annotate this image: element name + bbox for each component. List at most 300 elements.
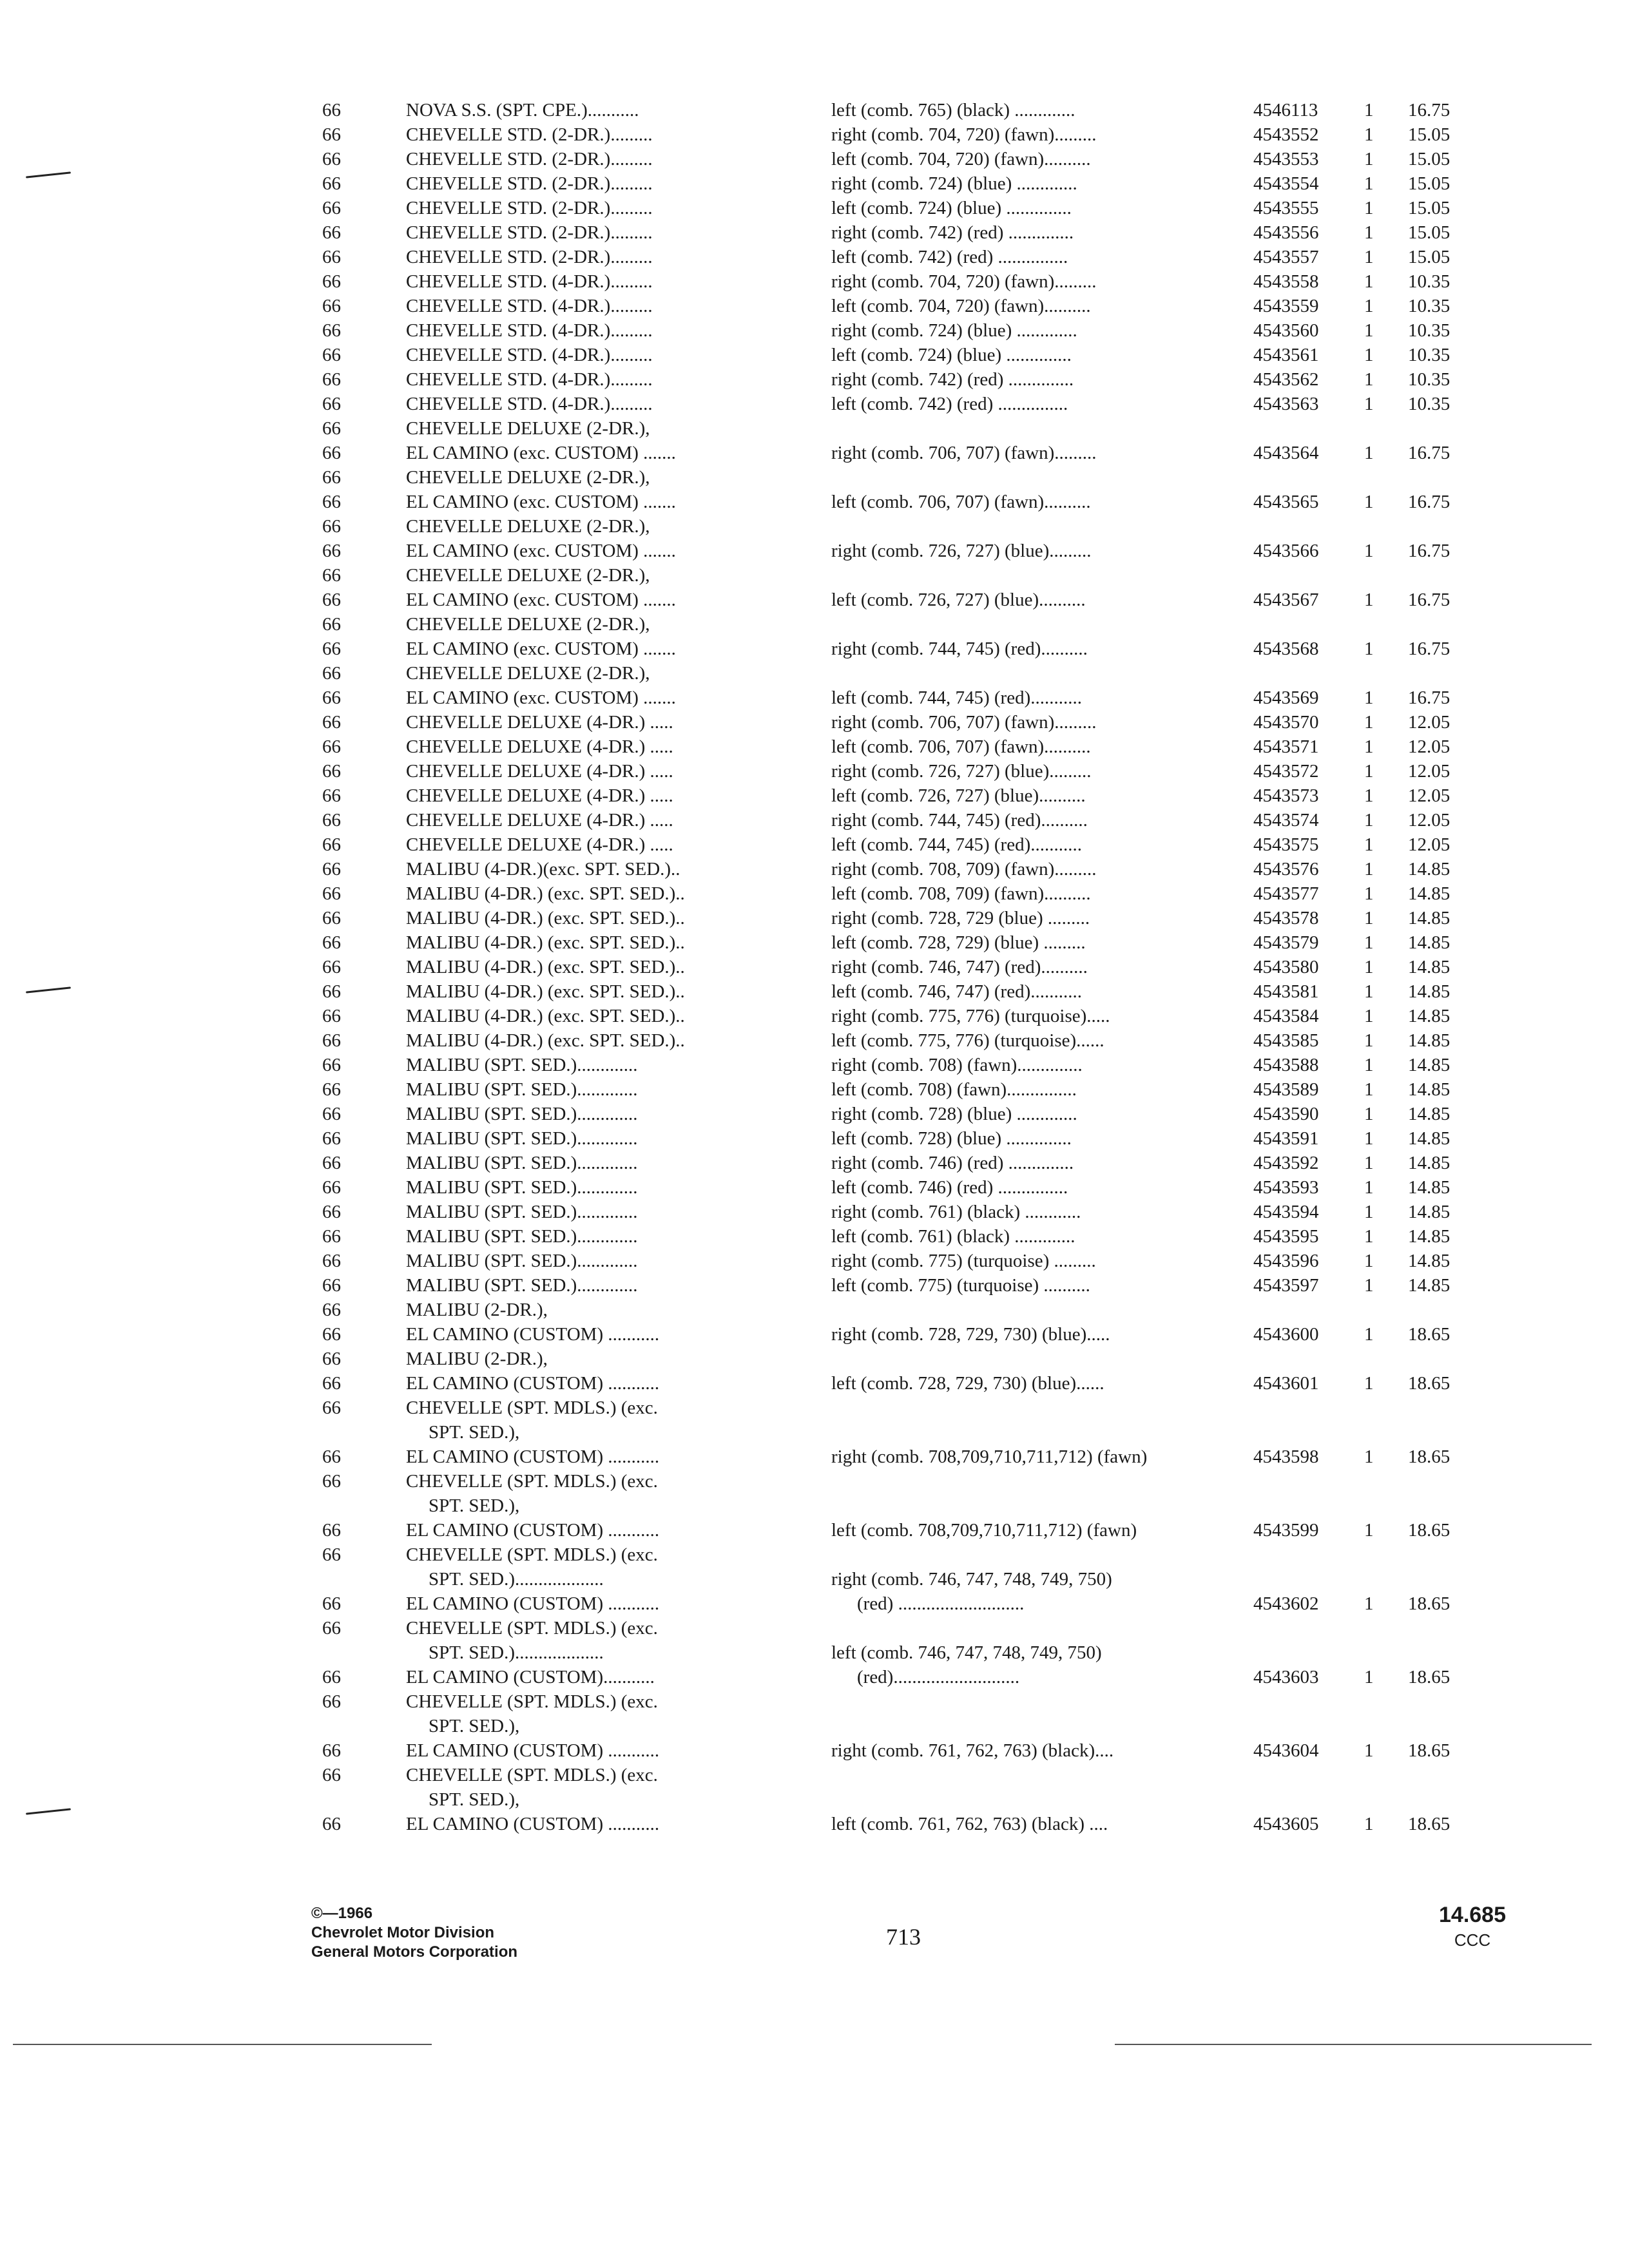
trim-description: left (comb. 704, 720) (fawn).......... [831, 149, 1091, 169]
parts-entry [322, 1053, 1501, 1077]
part-number: 4543595 [1253, 1226, 1319, 1247]
list-price: 10.35 [1408, 296, 1451, 316]
table-row [322, 979, 1501, 1004]
trim-description: left (comb. 765) (black) ............. [831, 100, 1075, 120]
part-number: 4543580 [1253, 957, 1319, 977]
model-name: MALIBU (SPT. SED.)............. [406, 1275, 638, 1296]
quantity: 1 [1364, 1275, 1374, 1296]
quantity: 1 [1364, 1520, 1374, 1541]
part-number: 4543602 [1253, 1593, 1319, 1614]
list-price: 14.85 [1408, 908, 1451, 928]
table-row [322, 1249, 1501, 1273]
trim-description: left (comb. 708) (fawn)............... [831, 1079, 1077, 1100]
quantity: 1 [1364, 394, 1374, 414]
model-name: MALIBU (SPT. SED.)............. [406, 1202, 638, 1222]
quantity: 1 [1364, 1202, 1374, 1222]
model-year: 66 [322, 1300, 341, 1320]
trim-description: right (comb. 744, 745) (red).......... [831, 639, 1088, 659]
table-row [322, 930, 1501, 955]
table-row [322, 98, 1501, 122]
parts-entry [322, 343, 1501, 367]
part-number: 4543600 [1253, 1324, 1319, 1345]
table-row [322, 1542, 1501, 1567]
table-row [322, 1077, 1501, 1102]
list-price: 12.05 [1408, 736, 1451, 757]
model-year: 66 [322, 1520, 341, 1541]
parts-entry [322, 979, 1501, 1004]
model-year: 66 [322, 516, 341, 537]
part-number: 4543581 [1253, 981, 1319, 1002]
list-price: 14.85 [1408, 1055, 1451, 1075]
parts-entry [322, 1102, 1501, 1126]
parts-entry [322, 612, 1501, 661]
model-name: CHEVELLE (SPT. MDLS.) (exc. [406, 1544, 658, 1565]
parts-entry [322, 1347, 1501, 1396]
model-year: 66 [322, 1275, 341, 1296]
model-year: 66 [322, 1544, 341, 1565]
model-name: CHEVELLE DELUXE (4-DR.) ..... [406, 810, 673, 831]
trim-description: left (comb. 726, 727) (blue).......... [831, 785, 1086, 806]
list-price: 16.75 [1408, 639, 1451, 659]
table-row [322, 269, 1501, 294]
trim-description: right (comb. 744, 745) (red).......... [831, 810, 1088, 831]
part-number: 4543564 [1253, 443, 1319, 463]
list-price: 16.75 [1408, 443, 1451, 463]
model-year: 66 [322, 712, 341, 733]
list-price: 14.85 [1408, 1202, 1451, 1222]
table-row [322, 294, 1501, 318]
part-number: 4543575 [1253, 834, 1319, 855]
model-name: NOVA S.S. (SPT. CPE.)........... [406, 100, 639, 120]
table-row [322, 1224, 1501, 1249]
trim-description: right (comb. 742) (red) .............. [831, 369, 1074, 390]
table-row [322, 1126, 1501, 1151]
model-year: 66 [322, 957, 341, 977]
trim-description: right (comb. 708) (fawn).............. [831, 1055, 1083, 1075]
model-name: CHEVELLE (SPT. MDLS.) (exc. [406, 1765, 658, 1785]
part-number: 4543559 [1253, 296, 1319, 316]
part-number: 4543562 [1253, 369, 1319, 390]
quantity: 1 [1364, 443, 1374, 463]
section-reference [1437, 1901, 1508, 1951]
table-row [322, 392, 1501, 416]
table-row [322, 661, 1501, 686]
trim-description: right (comb. 746) (red) .............. [831, 1153, 1074, 1173]
list-price: 14.85 [1408, 957, 1451, 977]
model-year: 66 [322, 467, 341, 488]
parts-entry [322, 710, 1501, 735]
table-row [322, 1812, 1501, 1836]
model-name: CHEVELLE DELUXE (2-DR.), [406, 418, 650, 439]
model-name: EL CAMINO (CUSTOM)........... [406, 1667, 655, 1687]
part-number: 4543596 [1253, 1251, 1319, 1271]
trim-description: left (comb. 746) (red) ............... [831, 1177, 1068, 1198]
model-name: MALIBU (SPT. SED.)............. [406, 1128, 638, 1149]
part-number: 4543604 [1253, 1740, 1319, 1761]
model-name: MALIBU (SPT. SED.)............. [406, 1104, 638, 1124]
model-name: CHEVELLE (SPT. MDLS.) (exc. [406, 1398, 658, 1418]
model-year: 66 [322, 1349, 341, 1369]
trim-description: right (comb. 761) (black) ............ [831, 1202, 1081, 1222]
model-year: 66 [322, 590, 341, 610]
model-year: 66 [322, 492, 341, 512]
part-number: 4543590 [1253, 1104, 1319, 1124]
list-price: 14.85 [1408, 1030, 1451, 1051]
parts-entry [322, 367, 1501, 392]
quantity: 1 [1364, 932, 1374, 953]
trim-description: (red)........................... [857, 1667, 1020, 1687]
model-name: EL CAMINO (CUSTOM) ........... [406, 1373, 660, 1394]
parts-entry [322, 392, 1501, 416]
part-number: 4543554 [1253, 173, 1319, 194]
model-year: 66 [322, 124, 341, 145]
model-year: 66 [322, 687, 341, 708]
model-name: CHEVELLE STD. (4-DR.)......... [406, 296, 653, 316]
parts-entry [322, 1151, 1501, 1175]
trim-description: (red) ........................... [857, 1593, 1025, 1614]
quantity: 1 [1364, 736, 1374, 757]
quantity: 1 [1364, 639, 1374, 659]
model-name: CHEVELLE DELUXE (4-DR.) ..... [406, 736, 673, 757]
list-price: 10.35 [1408, 369, 1451, 390]
part-number: 4543570 [1253, 712, 1319, 733]
quantity: 1 [1364, 247, 1374, 267]
trim-description: right (comb. 704, 720) (fawn)......... [831, 124, 1097, 145]
model-year: 66 [322, 981, 341, 1002]
model-year: 66 [322, 1104, 341, 1124]
model-name: MALIBU (SPT. SED.)............. [406, 1251, 638, 1271]
trim-description: right (comb. 708, 709) (fawn)......... [831, 859, 1097, 879]
quantity: 1 [1364, 541, 1374, 561]
list-price: 14.85 [1408, 1079, 1451, 1100]
model-name: EL CAMINO (exc. CUSTOM) ....... [406, 443, 676, 463]
list-price: 18.65 [1408, 1667, 1451, 1687]
model-year: 66 [322, 247, 341, 267]
parts-entry [322, 1028, 1501, 1053]
model-name: MALIBU (4-DR.) (exc. SPT. SED.).. [406, 908, 685, 928]
list-price: 18.65 [1408, 1740, 1451, 1761]
table-row [322, 1347, 1501, 1371]
quantity: 1 [1364, 1006, 1374, 1026]
part-number: 4543601 [1253, 1373, 1319, 1394]
list-price: 18.65 [1408, 1814, 1451, 1834]
model-year: 66 [322, 443, 341, 463]
model-name: SPT. SED.), [429, 1495, 520, 1516]
parts-entry [322, 269, 1501, 294]
model-name: CHEVELLE (SPT. MDLS.) (exc. [406, 1691, 658, 1712]
quantity: 1 [1364, 785, 1374, 806]
trim-description: right (comb. 746, 747) (red).......... [831, 957, 1088, 977]
table-row [322, 637, 1501, 661]
parts-entry [322, 1273, 1501, 1298]
quantity: 1 [1364, 369, 1374, 390]
parts-entry [322, 1249, 1501, 1273]
model-name: MALIBU (2-DR.), [406, 1300, 548, 1320]
trim-description: right (comb. 746, 747, 748, 749, 750) [831, 1569, 1112, 1590]
model-name: SPT. SED.), [429, 1789, 520, 1810]
table-row [322, 612, 1501, 637]
part-number: 4543555 [1253, 198, 1319, 218]
part-number: 4543560 [1253, 320, 1319, 341]
list-price: 12.05 [1408, 834, 1451, 855]
parts-entry [322, 196, 1501, 220]
parts-entry [322, 783, 1501, 808]
part-number: 4543605 [1253, 1814, 1319, 1834]
quantity: 1 [1364, 222, 1374, 243]
quantity: 1 [1364, 1593, 1374, 1614]
list-price: 14.85 [1408, 1104, 1451, 1124]
parts-entry [322, 906, 1501, 930]
quantity: 1 [1364, 345, 1374, 365]
table-row [322, 735, 1501, 759]
model-year: 66 [322, 271, 341, 292]
parts-entry [322, 465, 1501, 514]
table-row [322, 1420, 1501, 1445]
quantity: 1 [1364, 198, 1374, 218]
trim-description: right (comb. 726, 727) (blue)......... [831, 541, 1092, 561]
list-price: 14.85 [1408, 1128, 1451, 1149]
table-row [322, 881, 1501, 906]
list-price: 10.35 [1408, 345, 1451, 365]
list-price: 15.05 [1408, 149, 1451, 169]
model-year: 66 [322, 1324, 341, 1345]
table-row [322, 539, 1501, 563]
table-row [322, 1714, 1501, 1738]
model-name: CHEVELLE DELUXE (4-DR.) ..... [406, 712, 673, 733]
model-year: 66 [322, 565, 341, 586]
model-name: MALIBU (SPT. SED.)............. [406, 1055, 638, 1075]
model-name: SPT. SED.)................... [429, 1642, 604, 1663]
table-row [322, 906, 1501, 930]
model-name: CHEVELLE DELUXE (2-DR.), [406, 565, 650, 586]
table-row [322, 122, 1501, 147]
parts-entry [322, 171, 1501, 196]
section-number: 14.685 [1439, 1903, 1506, 1927]
quantity: 1 [1364, 173, 1374, 194]
list-price: 16.75 [1408, 687, 1451, 708]
trim-description: left (comb. 746, 747) (red)........... [831, 981, 1082, 1002]
model-name: MALIBU (2-DR.), [406, 1349, 548, 1369]
quantity: 1 [1364, 1079, 1374, 1100]
trim-description: left (comb. 724) (blue) .............. [831, 198, 1072, 218]
trim-description: left (comb. 775) (turquoise) .......... [831, 1275, 1090, 1296]
model-name: CHEVELLE STD. (2-DR.)......... [406, 173, 653, 194]
table-row [322, 367, 1501, 392]
trim-description: right (comb. 706, 707) (fawn)......... [831, 443, 1097, 463]
quantity: 1 [1364, 1373, 1374, 1394]
table-row [322, 416, 1501, 441]
table-row [322, 465, 1501, 490]
trim-description: left (comb. 742) (red) ............... [831, 247, 1068, 267]
list-price: 16.75 [1408, 100, 1451, 120]
division-name: Chevrolet Motor Division [311, 1924, 495, 1941]
model-year: 66 [322, 1740, 341, 1761]
quantity: 1 [1364, 1153, 1374, 1173]
list-price: 14.85 [1408, 1251, 1451, 1271]
parts-entry [322, 759, 1501, 783]
parts-entry [322, 832, 1501, 857]
quantity: 1 [1364, 810, 1374, 831]
list-price: 14.85 [1408, 883, 1451, 904]
parts-entry [322, 1004, 1501, 1028]
trim-description: right (comb. 708,709,710,711,712) (fawn) [831, 1446, 1148, 1467]
quantity: 1 [1364, 883, 1374, 904]
part-number: 4543553 [1253, 149, 1319, 169]
model-year: 66 [322, 296, 341, 316]
table-row [322, 1518, 1501, 1542]
parts-entry [322, 1689, 1501, 1763]
part-number: 4543563 [1253, 394, 1319, 414]
model-year: 66 [322, 1153, 341, 1173]
model-year: 66 [322, 1030, 341, 1051]
list-price: 18.65 [1408, 1593, 1451, 1614]
table-row [322, 783, 1501, 808]
table-row [322, 1371, 1501, 1396]
trim-description: left (comb. 728, 729, 730) (blue)...... [831, 1373, 1104, 1394]
part-number: 4543574 [1253, 810, 1319, 831]
parts-entry [322, 1224, 1501, 1249]
quantity: 1 [1364, 908, 1374, 928]
model-name: CHEVELLE DELUXE (4-DR.) ..... [406, 785, 673, 806]
quantity: 1 [1364, 149, 1374, 169]
model-year: 66 [322, 541, 341, 561]
trim-description: right (comb. 761, 762, 763) (black).... [831, 1740, 1114, 1761]
model-year: 66 [322, 1593, 341, 1614]
trim-description: left (comb. 744, 745) (red)........... [831, 834, 1082, 855]
list-price: 10.35 [1408, 320, 1451, 341]
model-year: 66 [322, 1177, 341, 1198]
model-name: CHEVELLE DELUXE (2-DR.), [406, 614, 650, 635]
table-row [322, 220, 1501, 245]
part-number: 4543578 [1253, 908, 1319, 928]
model-year: 66 [322, 394, 341, 414]
quantity: 1 [1364, 687, 1374, 708]
quantity: 1 [1364, 1177, 1374, 1198]
part-number: 4543585 [1253, 1030, 1319, 1051]
model-year: 66 [322, 418, 341, 439]
part-number: 4543566 [1253, 541, 1319, 561]
model-name: EL CAMINO (CUSTOM) ........... [406, 1446, 660, 1467]
model-name: CHEVELLE STD. (2-DR.)......... [406, 222, 653, 243]
model-name: CHEVELLE STD. (4-DR.)......... [406, 369, 653, 390]
list-price: 16.75 [1408, 492, 1451, 512]
model-name: CHEVELLE DELUXE (2-DR.), [406, 516, 650, 537]
model-year: 66 [322, 614, 341, 635]
table-row [322, 1200, 1501, 1224]
part-number: 4543571 [1253, 736, 1319, 757]
quantity: 1 [1364, 271, 1374, 292]
trim-description: left (comb. 746, 747, 748, 749, 750) [831, 1642, 1102, 1663]
table-row [322, 1469, 1501, 1494]
list-price: 15.05 [1408, 124, 1451, 145]
trim-description: left (comb. 706, 707) (fawn).......... [831, 736, 1091, 757]
list-price: 14.85 [1408, 1275, 1451, 1296]
trim-description: left (comb. 708,709,710,711,712) (fawn) [831, 1520, 1137, 1541]
model-year: 66 [322, 1055, 341, 1075]
page-number: 713 [886, 1924, 921, 1950]
parts-entry [322, 1616, 1501, 1689]
table-row [322, 1298, 1501, 1322]
margin-mark [26, 171, 71, 178]
model-name: EL CAMINO (CUSTOM) ........... [406, 1740, 660, 1761]
model-name: MALIBU (SPT. SED.)............. [406, 1177, 638, 1198]
model-name: CHEVELLE (SPT. MDLS.) (exc. [406, 1618, 658, 1639]
table-row [322, 1616, 1501, 1640]
model-name: MALIBU (4-DR.) (exc. SPT. SED.).. [406, 883, 685, 904]
list-price: 14.85 [1408, 1177, 1451, 1198]
part-number: 4543591 [1253, 1128, 1319, 1149]
parts-entry [322, 147, 1501, 171]
part-number: 4543589 [1253, 1079, 1319, 1100]
table-row [322, 1763, 1501, 1787]
part-number: 4543576 [1253, 859, 1319, 879]
table-row [322, 1640, 1501, 1665]
model-name: CHEVELLE DELUXE (4-DR.) ..... [406, 834, 673, 855]
quantity: 1 [1364, 1055, 1374, 1075]
parts-entry [322, 245, 1501, 269]
model-name: MALIBU (SPT. SED.)............. [406, 1153, 638, 1173]
model-year: 66 [322, 345, 341, 365]
trim-description: left (comb. 706, 707) (fawn).......... [831, 492, 1091, 512]
quantity: 1 [1364, 712, 1374, 733]
parts-entry [322, 122, 1501, 147]
quantity: 1 [1364, 296, 1374, 316]
margin-mark [26, 1808, 71, 1814]
model-name: MALIBU (4-DR.) (exc. SPT. SED.).. [406, 981, 685, 1002]
table-row [322, 563, 1501, 588]
quantity: 1 [1364, 100, 1374, 120]
trim-description: right (comb. 775, 776) (turquoise)..... [831, 1006, 1110, 1026]
table-row [322, 686, 1501, 710]
copyright-line: ©—1966 [311, 1905, 373, 1922]
quantity: 1 [1364, 981, 1374, 1002]
trim-description: right (comb. 742) (red) .............. [831, 222, 1074, 243]
model-name: EL CAMINO (CUSTOM) ........... [406, 1324, 660, 1345]
part-number: 4543567 [1253, 590, 1319, 610]
model-name: CHEVELLE STD. (2-DR.)......... [406, 149, 653, 169]
trim-description: left (comb. 761, 762, 763) (black) .... [831, 1814, 1108, 1834]
section-code: CCC [1454, 1930, 1491, 1950]
trim-description: left (comb. 708, 709) (fawn).......... [831, 883, 1091, 904]
model-name: SPT. SED.)................... [429, 1569, 604, 1590]
model-year: 66 [322, 761, 341, 782]
table-row [322, 1591, 1501, 1616]
model-year: 66 [322, 1251, 341, 1271]
list-price: 12.05 [1408, 712, 1451, 733]
model-year: 66 [322, 932, 341, 953]
trim-description: right (comb. 775) (turquoise) ......... [831, 1251, 1096, 1271]
list-price: 12.05 [1408, 761, 1451, 782]
model-year: 66 [322, 883, 341, 904]
table-row [322, 1151, 1501, 1175]
table-row [322, 441, 1501, 465]
model-name: EL CAMINO (exc. CUSTOM) ....... [406, 590, 676, 610]
part-number: 4543579 [1253, 932, 1319, 953]
trim-description: right (comb. 728, 729 (blue) ......... [831, 908, 1090, 928]
trim-description: left (comb. 761) (black) ............. [831, 1226, 1075, 1247]
model-name: MALIBU (4-DR.) (exc. SPT. SED.).. [406, 957, 685, 977]
model-year: 66 [322, 198, 341, 218]
parts-entry [322, 881, 1501, 906]
model-name: CHEVELLE DELUXE (2-DR.), [406, 663, 650, 684]
trim-description: right (comb. 728) (blue) ............. [831, 1104, 1077, 1124]
trim-description: left (comb. 728, 729) (blue) ......... [831, 932, 1086, 953]
model-name: CHEVELLE STD. (2-DR.)......... [406, 124, 653, 145]
table-row [322, 1273, 1501, 1298]
part-number: 4543558 [1253, 271, 1319, 292]
list-price: 15.05 [1408, 247, 1451, 267]
table-row [322, 1028, 1501, 1053]
